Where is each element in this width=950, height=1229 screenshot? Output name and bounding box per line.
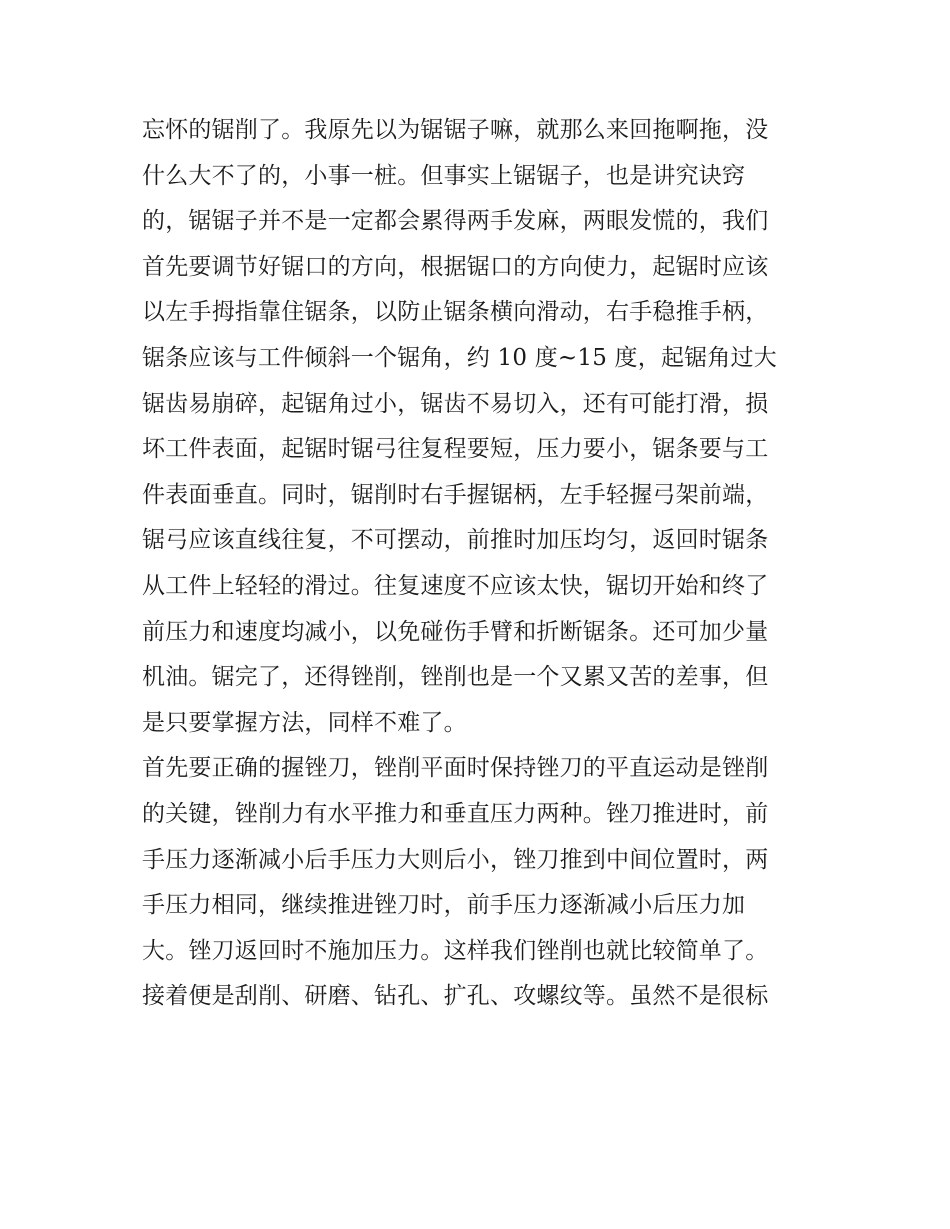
- text-line: 坏工件表面，起锯时锯弓往复程要短，压力要小，锯条要与工: [142, 436, 769, 463]
- text-line: 件表面垂直。同时，锯削时右手握锯柄，左手轻握弓架前端，: [142, 481, 769, 508]
- text-line: 前压力和速度均减小，以免碰伤手臂和折断锯条。还可加少量: [142, 618, 769, 645]
- text-line: 以左手拇指靠住锯条，以防止锯条横向滑动，右手稳推手柄，: [142, 299, 769, 326]
- text-line: 机油。锯完了，还得锉削，锉削也是一个又累又苦的差事，但: [142, 664, 769, 691]
- body-text: [142, 108, 822, 1020]
- text-line: 大。锉刀返回时不施加压力。这样我们锉削也就比较简单了。: [142, 937, 769, 964]
- text-line: 首先要调节好锯口的方向，根据锯口的方向使力，起锯时应该: [142, 253, 769, 280]
- text-line: 的，锯锯子并不是一定都会累得两手发麻，两眼发慌的，我们: [142, 208, 769, 235]
- text-line: 手压力相同，继续推进锉刀时，前手压力逐渐减小后压力加: [142, 892, 746, 919]
- text-line: 的关键，锉削力有水平推力和垂直压力两种。锉刀推进时，前: [142, 800, 769, 827]
- text-line: 锯弓应该直线往复，不可摆动，前推时加压均匀，返回时锯条: [142, 527, 769, 554]
- text-line: 首先要正确的握锉刀，锉削平面时保持锉刀的平直运动是锉削: [142, 755, 769, 782]
- text-line: 手压力逐渐减小后手压力大则后小，锉刀推到中间位置时，两: [142, 846, 769, 873]
- text-line: 接着便是刮削、研磨、钻孔、扩孔、攻螺纹等。虽然不是很标: [142, 983, 769, 1010]
- text-line: 从工件上轻轻的滑过。往复速度不应该太快，锯切开始和终了: [142, 572, 769, 599]
- text-line: 什么大不了的，小事一桩。但事实上锯锯子，也是讲究诀窍: [142, 162, 746, 189]
- text-line: 是只要掌握方法，同样不难了。: [142, 709, 467, 736]
- text-line: 锯条应该与工件倾斜一个锯角，约 10 度~15 度，起锯角过大: [142, 344, 777, 371]
- text-line: 锯齿易崩碎，起锯角过小，锯齿不易切入，还有可能打滑，损: [142, 390, 769, 417]
- text-line: 忘怀的锯削了。我原先以为锯锯子嘛，就那么来回拖啊拖，没: [142, 117, 769, 143]
